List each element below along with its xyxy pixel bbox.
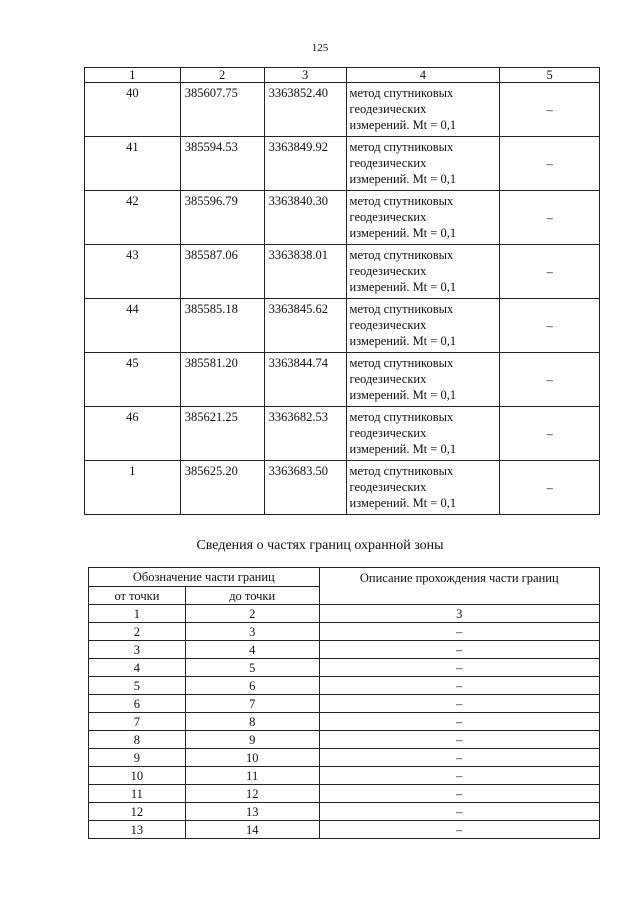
boundary-part-row xyxy=(89,695,600,713)
method-line-2: геодезических xyxy=(349,156,427,170)
determination-method xyxy=(346,299,500,353)
column-number-1: 1 xyxy=(85,68,181,83)
note-dash: – xyxy=(500,299,600,353)
designation-header: Обозначение части границ xyxy=(89,568,320,587)
part-description: – xyxy=(319,821,599,839)
determination-method xyxy=(346,191,500,245)
y-coordinate: 3363845.62 xyxy=(264,299,346,353)
y-coordinate: 3363683.50 xyxy=(264,461,346,515)
boundary-parts-table xyxy=(88,567,600,839)
coordinate-row xyxy=(85,407,600,461)
point-number: 42 xyxy=(85,191,181,245)
boundary-part-row xyxy=(89,659,600,677)
boundary-part-row xyxy=(89,767,600,785)
column-number-4: 4 xyxy=(346,68,500,83)
x-coordinate: 385585.18 xyxy=(180,299,264,353)
boundary-part-row xyxy=(89,785,600,803)
method-line-1: метод спутниковых xyxy=(349,302,454,316)
method-line-1: метод спутниковых xyxy=(349,464,454,478)
method-line-3: измерений. Mt = 0,1 xyxy=(349,388,457,402)
method-line-2: геодезических xyxy=(349,210,427,224)
boundary-part-row xyxy=(89,731,600,749)
method-line-1: метод спутниковых xyxy=(349,410,454,424)
note-dash: – xyxy=(500,191,600,245)
to-point: 9 xyxy=(185,731,319,749)
part-description: – xyxy=(319,767,599,785)
coordinates-header-row xyxy=(85,68,600,83)
part-description: – xyxy=(319,641,599,659)
from-point: 8 xyxy=(89,731,186,749)
method-line-3: измерений. Mt = 0,1 xyxy=(349,118,457,132)
boundary-part-row xyxy=(89,623,600,641)
method-line-2: геодезических xyxy=(349,264,427,278)
from-point: 13 xyxy=(89,821,186,839)
determination-method xyxy=(346,83,500,137)
point-number: 1 xyxy=(85,461,181,515)
to-point: 12 xyxy=(185,785,319,803)
x-coordinate: 385621.25 xyxy=(180,407,264,461)
part-description: – xyxy=(319,785,599,803)
note-dash: – xyxy=(500,83,600,137)
column-number-2: 2 xyxy=(180,68,264,83)
y-coordinate: 3363844.74 xyxy=(264,353,346,407)
x-coordinate: 385581.20 xyxy=(180,353,264,407)
parts-column-number-2: 2 xyxy=(185,605,319,623)
note-dash: – xyxy=(500,461,600,515)
boundary-part-row xyxy=(89,713,600,731)
to-point: 5 xyxy=(185,659,319,677)
determination-method xyxy=(346,353,500,407)
parts-column-numbers-row xyxy=(89,605,600,623)
to-point: 10 xyxy=(185,749,319,767)
boundary-part-row xyxy=(89,677,600,695)
x-coordinate: 385587.06 xyxy=(180,245,264,299)
to-point: 8 xyxy=(185,713,319,731)
method-line-1: метод спутниковых xyxy=(349,140,454,154)
coordinates-table xyxy=(84,67,600,515)
method-line-1: метод спутниковых xyxy=(349,194,454,208)
to-point: 11 xyxy=(185,767,319,785)
parts-header-row xyxy=(89,568,600,587)
note-dash: – xyxy=(500,407,600,461)
part-description: – xyxy=(319,713,599,731)
point-number: 40 xyxy=(85,83,181,137)
y-coordinate: 3363840.30 xyxy=(264,191,346,245)
part-description: – xyxy=(319,695,599,713)
method-line-2: геодезических xyxy=(349,102,427,116)
method-line-2: геодезических xyxy=(349,318,427,332)
boundary-part-row xyxy=(89,749,600,767)
method-line-2: геодезических xyxy=(349,372,427,386)
point-number: 46 xyxy=(85,407,181,461)
determination-method xyxy=(346,461,500,515)
y-coordinate: 3363852.40 xyxy=(264,83,346,137)
column-number-3: 3 xyxy=(264,68,346,83)
coordinate-row xyxy=(85,137,600,191)
method-line-3: измерений. Mt = 0,1 xyxy=(349,172,457,186)
x-coordinate: 385596.79 xyxy=(180,191,264,245)
from-point: 3 xyxy=(89,641,186,659)
part-description: – xyxy=(319,803,599,821)
coordinate-row xyxy=(85,83,600,137)
part-description: – xyxy=(319,731,599,749)
method-line-3: измерений. Mt = 0,1 xyxy=(349,226,457,240)
to-point-header: до точки xyxy=(185,587,319,605)
coordinate-row xyxy=(85,461,600,515)
part-description: – xyxy=(319,659,599,677)
method-line-3: измерений. Mt = 0,1 xyxy=(349,280,457,294)
to-point: 3 xyxy=(185,623,319,641)
note-dash: – xyxy=(500,353,600,407)
y-coordinate: 3363682.53 xyxy=(264,407,346,461)
to-point: 7 xyxy=(185,695,319,713)
from-point: 2 xyxy=(89,623,186,641)
parts-column-number-1: 1 xyxy=(89,605,186,623)
column-number-5: 5 xyxy=(500,68,600,83)
point-number: 41 xyxy=(85,137,181,191)
note-dash: – xyxy=(500,245,600,299)
from-point: 5 xyxy=(89,677,186,695)
method-line-1: метод спутниковых xyxy=(349,248,454,262)
boundary-part-row xyxy=(89,803,600,821)
from-point: 6 xyxy=(89,695,186,713)
method-line-2: геодезических xyxy=(349,480,427,494)
parts-column-number-3: 3 xyxy=(319,605,599,623)
description-header: Описание прохождения части границ xyxy=(319,568,599,605)
section-title: Сведения о частях границ охранной зоны xyxy=(196,538,444,553)
point-number: 45 xyxy=(85,353,181,407)
method-line-3: измерений. Mt = 0,1 xyxy=(349,442,457,456)
x-coordinate: 385594.53 xyxy=(180,137,264,191)
x-coordinate: 385607.75 xyxy=(180,83,264,137)
to-point: 4 xyxy=(185,641,319,659)
method-line-3: измерений. Mt = 0,1 xyxy=(349,334,457,348)
determination-method xyxy=(346,137,500,191)
from-point: 9 xyxy=(89,749,186,767)
boundary-part-row xyxy=(89,821,600,839)
page-number: 125 xyxy=(311,42,329,54)
part-description: – xyxy=(319,749,599,767)
coordinate-row xyxy=(85,353,600,407)
note-dash: – xyxy=(500,137,600,191)
part-description: – xyxy=(319,677,599,695)
y-coordinate: 3363849.92 xyxy=(264,137,346,191)
part-description: – xyxy=(319,623,599,641)
boundary-part-row xyxy=(89,641,600,659)
point-number: 43 xyxy=(85,245,181,299)
x-coordinate: 385625.20 xyxy=(180,461,264,515)
coordinate-row xyxy=(85,191,600,245)
method-line-1: метод спутниковых xyxy=(349,356,454,370)
determination-method xyxy=(346,407,500,461)
from-point: 11 xyxy=(89,785,186,803)
coordinate-row xyxy=(85,299,600,353)
from-point: 10 xyxy=(89,767,186,785)
method-line-2: геодезических xyxy=(349,426,427,440)
determination-method xyxy=(346,245,500,299)
from-point: 4 xyxy=(89,659,186,677)
point-number: 44 xyxy=(85,299,181,353)
method-line-1: метод спутниковых xyxy=(349,86,454,100)
from-point: 7 xyxy=(89,713,186,731)
from-point: 12 xyxy=(89,803,186,821)
y-coordinate: 3363838.01 xyxy=(264,245,346,299)
to-point: 6 xyxy=(185,677,319,695)
method-line-3: измерений. Mt = 0,1 xyxy=(349,496,457,510)
to-point: 13 xyxy=(185,803,319,821)
to-point: 14 xyxy=(185,821,319,839)
coordinate-row xyxy=(85,245,600,299)
from-point-header: от точки xyxy=(89,587,186,605)
